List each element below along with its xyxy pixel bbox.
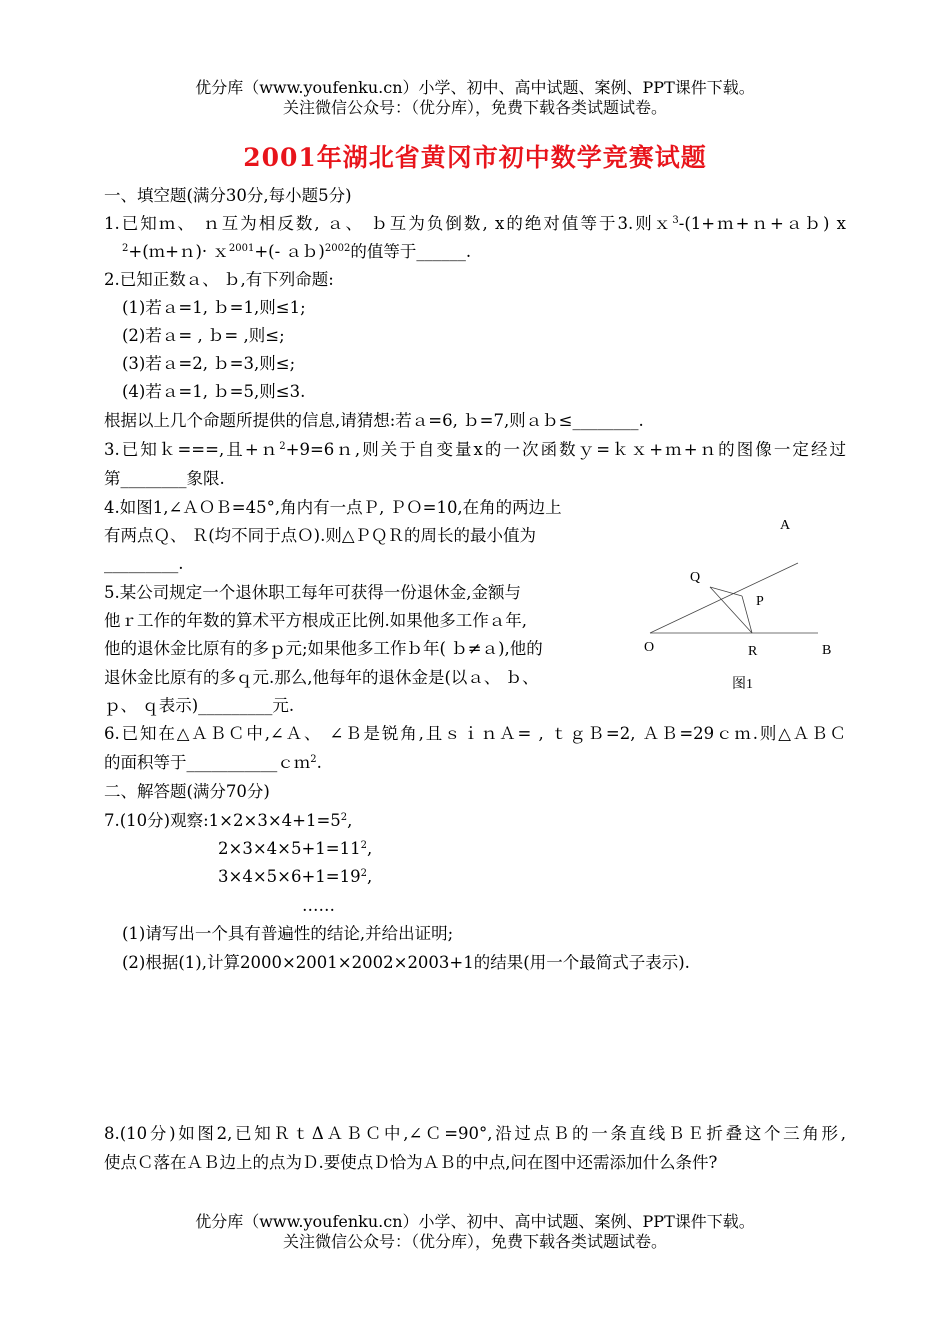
label-p: P (756, 594, 764, 609)
question-5-line-1: 5.某公司规定一个退休职工每年可获得一份退休金,金额与 (104, 583, 521, 602)
question-7-part-1: (1)请写出一个具有普遍性的结论,并给出证明; (122, 924, 454, 943)
question-2-stem: 2.已知正数ａ、 ｂ,有下列命题: (104, 270, 334, 289)
question-2-item-3: (3)若ａ=2, ｂ=3,则≤; (122, 354, 296, 373)
question-5-line-3: 他的退休金比原有的多ｐ元;如果他多工作ｂ年( ｂ≠ａ),他的 (104, 639, 543, 658)
page-title: 2001年湖北省黄冈市初中数学竞赛试题 (243, 143, 707, 172)
question-1-line-1: 1.已知ｍ、 ｎ互为相反数, ａ、 ｂ互为负倒数, x的绝对值等于3.则ｘ$^3$-(1+ｍ+ｎ+ａｂ) x (104, 214, 846, 233)
label-q: Q (690, 570, 701, 585)
question-8-line-1: 8.(10分)如图2,已知ＲｔΔＡＢＣ中,∠Ｃ=90°,沿过点Ｂ的一条直线ＢＥ折叠这个三角形, (104, 1124, 846, 1143)
question-5-line-4: 退休金比原有的多ｑ元.那么,他每年的退休金是(以ａ、 ｂ、 (104, 668, 539, 687)
question-3-line-2: 第________象限. (104, 469, 225, 488)
section-1-heading: 一、填空题(满分30分,每小题5分) (104, 186, 352, 205)
section-2-heading: 二、解答题(满分70分) (104, 782, 270, 801)
question-5-line-5: ｐ、 ｑ表示)_________元. (104, 696, 295, 715)
question-4-line-2: 有两点Ｑ、 Ｒ(均不同于点Ｏ).则△ＰＱＲ的周长的最小值为 (104, 526, 537, 545)
figure-1-diagram (630, 505, 850, 705)
footer-line-2: 关注微信公众号：（优分库），免费下载各类试题试卷。 (282, 1232, 667, 1251)
header-line-1: 优分库（www.youfenku.cn）小学、初中、高中试题、案例、PPT课件下载。 (195, 78, 755, 97)
question-2-item-2: (2)若ａ= , ｂ= ,则≤; (122, 326, 285, 345)
question-2-item-4: (4)若ａ=1, ｂ=5,则≤3. (122, 382, 306, 401)
question-6-line-1: 6.已知在△ＡＢＣ中,∠Ａ、 ∠Ｂ是锐角,且ｓｉｎＡ= , ｔｇＢ=2, ＡＢ=29ｃｍ.则△ＡＢＣ (104, 724, 846, 743)
question-4-line-1: 4.如图1,∠ＡＯＢ=45°,角内有一点Ｐ, ＰＯ=10,在角的两边上 (104, 498, 562, 517)
question-7-line-2: $2\times 3\times 4\times 5+1=11^2$, (218, 839, 373, 858)
label-a: A (780, 518, 791, 533)
question-4-line-3: _________. (104, 554, 184, 573)
figure-1-caption: 图1 (732, 677, 753, 692)
question-7-part-2: (2)根据(1),计算2000×2001×2002×2003+1的结果(用一个最简式子表示). (122, 953, 690, 972)
ray-oa (650, 563, 798, 633)
question-2-conclusion: 根据以上几个命题所提供的信息,请猜想:若ａ=6, ｂ=7,则ａｂ≤________. (104, 411, 644, 430)
question-1-line-2: $^2$+(ｍ+ｎ)· ｘ$^{2001}$+(- ａｂ)$^{2002}$的值等于______. (122, 242, 472, 261)
question-7-line-1: 7.(10分)观察$:1\times 2\times 3\times 4+1=5^2$, (104, 811, 353, 830)
label-b: B (822, 643, 832, 658)
header-line-2: 关注微信公众号：（优分库），免费下载各类试题试卷。 (282, 98, 667, 117)
footer-line-1: 优分库（www.youfenku.cn）小学、初中、高中试题、案例、PPT课件下载。 (195, 1212, 755, 1231)
label-r: R (748, 644, 758, 659)
question-3-line-1: 3.已知ｋ===,且+ｎ$^2$+9=6ｎ,则关于自变量x的一次函数ｙ=ｋｘ+ｍ+ｎ的图像一定经过 (104, 440, 847, 459)
question-2-item-1: (1)若ａ=1, ｂ=1,则≤1; (122, 298, 306, 317)
question-6-line-2: 的面积等于___________ｃｍ$^2$. (104, 753, 322, 772)
question-7-line-3: $3\times 4\times 5\times 6+1=19^2$, (218, 867, 373, 886)
label-o: O (644, 640, 655, 655)
question-8-line-2: 使点Ｃ落在ＡＢ边上的点为Ｄ.要使点Ｄ恰为ＡＢ的中点,问在图中还需添加什么条件? (104, 1153, 718, 1172)
question-7-ellipsis: …… (302, 896, 335, 915)
question-5-line-2: 他ｒ工作的年数的算术平方根成正比例.如果他多工作ａ年, (104, 611, 527, 630)
